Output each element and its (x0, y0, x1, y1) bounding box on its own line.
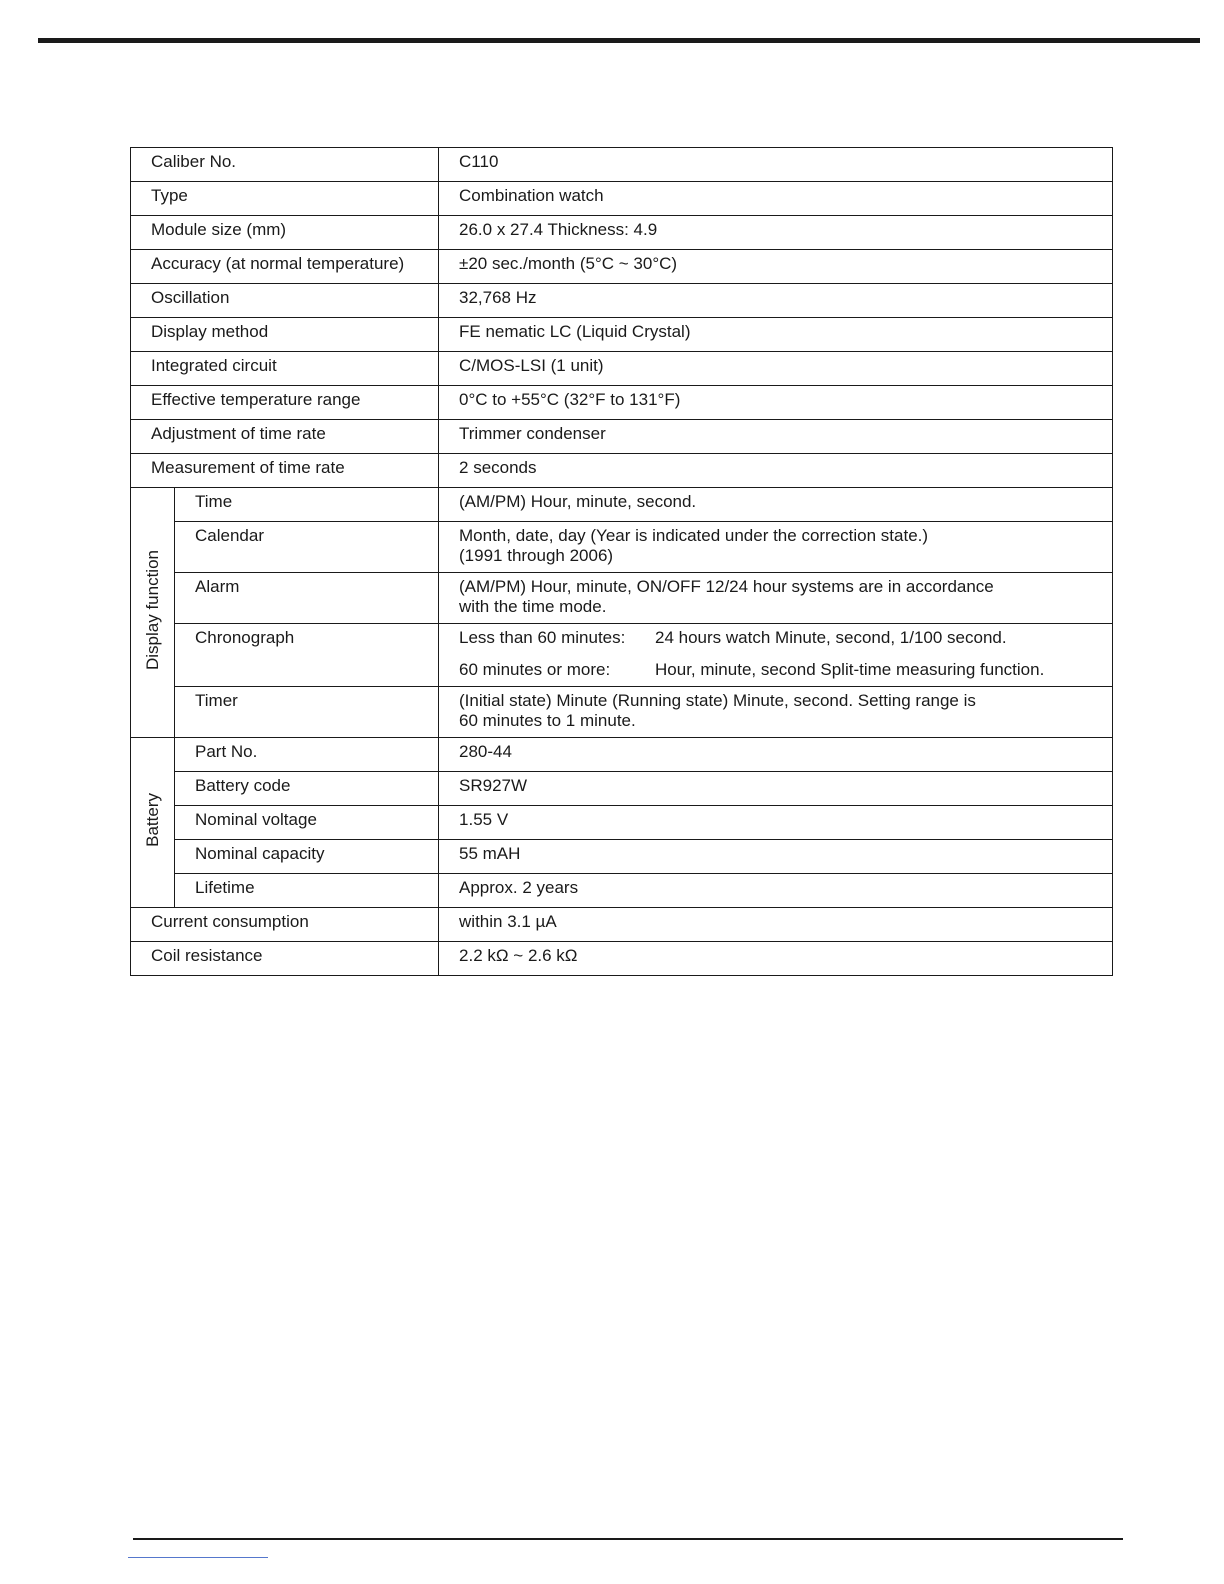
table-row (131, 182, 1113, 216)
table-row (131, 874, 1113, 908)
row-value: SR927W (439, 772, 1113, 806)
table-row (131, 488, 1113, 522)
row-label: Effective temperature range (131, 386, 439, 420)
table-row (131, 687, 1113, 738)
chrono-line (459, 660, 1104, 680)
row-label: Time (175, 488, 439, 522)
battery-group (131, 738, 175, 908)
row-value (439, 687, 1113, 738)
row-value: 32,768 Hz (439, 284, 1113, 318)
table-row (131, 908, 1113, 942)
chrono-description: Hour, minute, second Split-time measuring function. (655, 660, 1045, 679)
row-label: Lifetime (175, 874, 439, 908)
row-label: Timer (175, 687, 439, 738)
row-value: 26.0 x 27.4 Thickness: 4.9 (439, 216, 1113, 250)
row-value: 55 mAH (439, 840, 1113, 874)
group-label-display-function: Display function (142, 549, 162, 670)
row-value (439, 522, 1113, 573)
table-row (131, 738, 1113, 772)
bottom-accent-line (128, 1557, 268, 1558)
table-row (131, 624, 1113, 687)
row-value: Trimmer condenser (439, 420, 1113, 454)
value-line: (Initial state) Minute (Running state) Minute, second. Setting range is (459, 691, 976, 710)
value-line: (1991 through 2006) (459, 546, 614, 565)
table-row (131, 318, 1113, 352)
table-row (131, 250, 1113, 284)
table-row (131, 216, 1113, 250)
value-line: (AM/PM) Hour, minute, ON/OFF 12/24 hour systems are in accordance (459, 577, 994, 596)
row-label: Oscillation (131, 284, 439, 318)
row-label: Alarm (175, 573, 439, 624)
table-row (131, 352, 1113, 386)
value-line: with the time mode. (459, 597, 607, 616)
row-label: Module size (mm) (131, 216, 439, 250)
row-value: 2.2 kΩ ~ 2.6 kΩ (439, 942, 1113, 976)
row-label: Display method (131, 318, 439, 352)
row-value (439, 573, 1113, 624)
row-label: Part No. (175, 738, 439, 772)
display-function-group (131, 488, 175, 738)
chrono-description: 24 hours watch Minute, second, 1/100 second. (655, 628, 1007, 647)
row-value: FE nematic LC (Liquid Crystal) (439, 318, 1113, 352)
row-label: Caliber No. (131, 148, 439, 182)
value-line: 60 minutes to 1 minute. (459, 711, 636, 730)
table-row (131, 284, 1113, 318)
table-row (131, 840, 1113, 874)
table-row (131, 942, 1113, 976)
row-label: Chronograph (175, 624, 439, 687)
row-value: 1.55 V (439, 806, 1113, 840)
row-value: 280-44 (439, 738, 1113, 772)
table-row (131, 148, 1113, 182)
table-row (131, 806, 1113, 840)
row-label: Nominal capacity (175, 840, 439, 874)
table-row (131, 772, 1113, 806)
chrono-condition: 60 minutes or more: (459, 660, 611, 679)
table-row (131, 573, 1113, 624)
row-value: 2 seconds (439, 454, 1113, 488)
row-value: (AM/PM) Hour, minute, second. (439, 488, 1113, 522)
row-value (439, 624, 1113, 687)
row-label: Measurement of time rate (131, 454, 439, 488)
group-label-battery: Battery (142, 793, 162, 847)
row-value: within 3.1 µA (439, 908, 1113, 942)
row-value: C/MOS-LSI (1 unit) (439, 352, 1113, 386)
chrono-condition: Less than 60 minutes: (459, 628, 626, 647)
row-value: ±20 sec./month (5°C ~ 30°C) (439, 250, 1113, 284)
table-row (131, 386, 1113, 420)
table-row (131, 522, 1113, 573)
row-value: 0°C to +55°C (32°F to 131°F) (439, 386, 1113, 420)
row-label: Accuracy (at normal temperature) (131, 250, 439, 284)
chrono-line (459, 628, 1104, 648)
row-label: Current consumption (131, 908, 439, 942)
specification-table (130, 147, 1113, 976)
table-row (131, 420, 1113, 454)
row-label: Type (131, 182, 439, 216)
row-label: Coil resistance (131, 942, 439, 976)
row-value: C110 (439, 148, 1113, 182)
table-row (131, 454, 1113, 488)
row-label: Nominal voltage (175, 806, 439, 840)
row-value: Approx. 2 years (439, 874, 1113, 908)
bottom-rule (133, 1538, 1123, 1540)
row-label: Adjustment of time rate (131, 420, 439, 454)
top-rule (38, 38, 1200, 43)
value-line: Month, date, day (Year is indicated under the correction state.) (459, 526, 929, 545)
row-label: Battery code (175, 772, 439, 806)
row-value: Combination watch (439, 182, 1113, 216)
row-label: Integrated circuit (131, 352, 439, 386)
row-label: Calendar (175, 522, 439, 573)
